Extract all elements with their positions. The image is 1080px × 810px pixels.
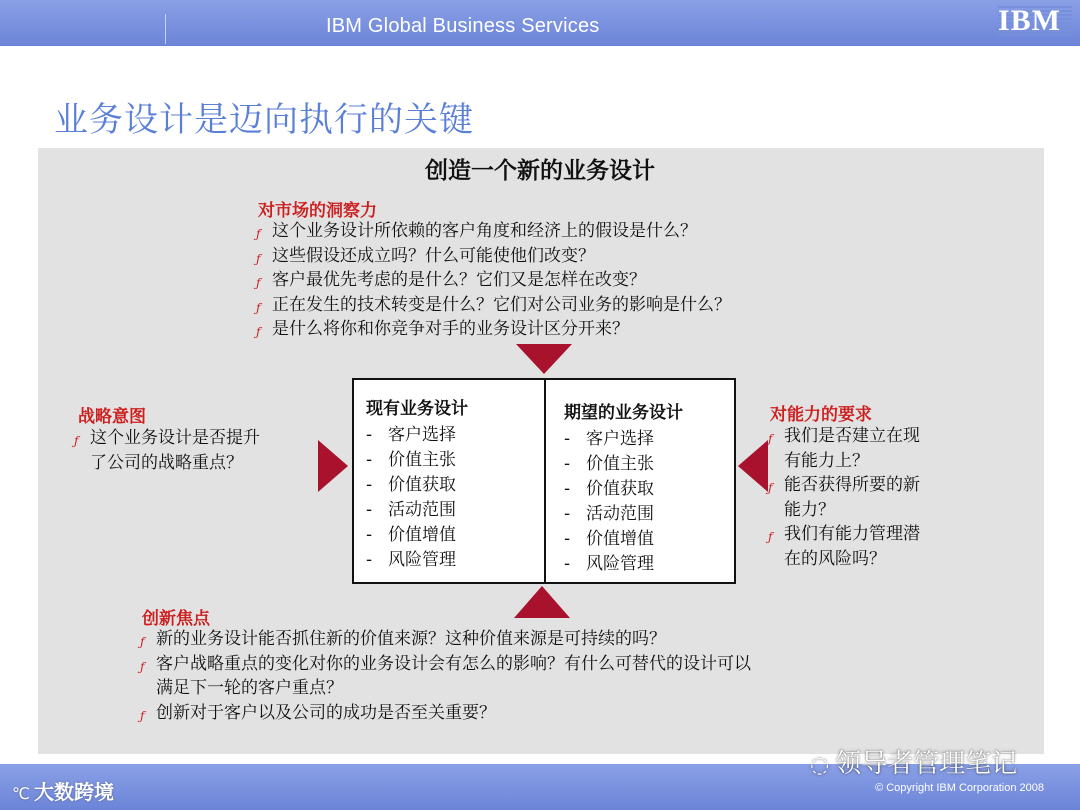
dash-marker: - (564, 554, 571, 574)
question-item (254, 293, 874, 318)
desired-design-items (564, 427, 683, 577)
strategic-intent-heading: 战略意图 (78, 407, 146, 427)
design-element-label: 价值主张 (586, 454, 654, 474)
watermark-logo-icon: ℃ (12, 784, 30, 803)
bullet-icon: ƒ (256, 276, 261, 290)
watermark-left (12, 776, 114, 805)
design-element-item (366, 473, 468, 498)
question-item (138, 652, 938, 701)
design-element-label: 客户选择 (586, 429, 654, 449)
bullet-icon: ƒ (140, 659, 145, 674)
arrow-right-triangle-icon (318, 440, 348, 492)
dash-marker: - (564, 529, 571, 549)
question-item (254, 268, 874, 293)
design-element-label: 价值主张 (388, 450, 456, 470)
innovation-heading: 创新焦点 (142, 609, 210, 629)
watermark-left-text: 大数跨境 (33, 780, 114, 804)
dash-marker: - (564, 479, 571, 499)
design-element-item (366, 448, 468, 473)
design-element-label: 活动范围 (586, 504, 654, 524)
question-text: 这个业务设计是否提升 (90, 428, 260, 448)
dash-marker: - (366, 475, 373, 495)
question-text: 我们是否建立在现 (784, 426, 920, 446)
bullet-icon: ƒ (74, 434, 79, 448)
design-element-item (564, 477, 683, 502)
bullet-icon: ƒ (768, 481, 773, 495)
design-element-item (564, 552, 683, 577)
arrow-down-triangle-icon (516, 344, 572, 374)
design-element-item (564, 427, 683, 452)
question-text: 我们有能力管理潜 (784, 524, 920, 544)
design-element-label: 价值获取 (388, 475, 456, 495)
design-element-item (564, 452, 683, 477)
desired-design-title: 期望的业务设计 (564, 403, 683, 423)
design-element-item (564, 502, 683, 527)
innovation-list (138, 627, 938, 725)
design-element-label: 价值获取 (586, 479, 654, 499)
arrow-left-triangle-icon (738, 440, 768, 492)
ibm-logo: IBM (998, 4, 1072, 38)
design-element-label: 风险管理 (388, 550, 456, 570)
dash-marker: - (366, 525, 373, 545)
bullet-icon: ƒ (256, 227, 261, 241)
copyright-text: © Copyright IBM Corporation 2008 (875, 782, 1044, 794)
current-design-column (366, 394, 468, 573)
current-design-items (366, 423, 468, 573)
design-element-label: 活动范围 (388, 500, 456, 520)
design-element-item (366, 548, 468, 573)
dash-marker: - (564, 429, 571, 449)
question-text: 能否获得所要的新 (784, 475, 920, 495)
bullet-icon: ƒ (140, 635, 145, 649)
capability-list (766, 424, 966, 571)
design-element-item (564, 527, 683, 552)
dash-marker: - (366, 450, 373, 470)
question-item (766, 473, 966, 522)
watermark-right (810, 743, 1017, 780)
header-bar (0, 0, 1080, 46)
dash-marker: - (366, 550, 373, 570)
market-insight-heading: 对市场的洞察力 (258, 201, 377, 221)
design-element-item (366, 498, 468, 523)
bullet-icon: ƒ (768, 432, 773, 446)
question-item (766, 522, 966, 571)
capability-heading: 对能力的要求 (770, 405, 872, 425)
design-element-label: 客户选择 (388, 425, 456, 445)
question-text: 是什么将你和你竞争对手的业务设计区分开来？ (272, 319, 629, 339)
dash-marker: - (366, 425, 373, 445)
header-divider (165, 14, 166, 44)
dash-marker: - (564, 504, 571, 524)
design-element-item (366, 523, 468, 548)
panel-title: 创造一个新的业务设计 (425, 158, 655, 184)
design-element-label: 风险管理 (586, 554, 654, 574)
current-design-title: 现有业务设计 (366, 399, 468, 419)
question-text: 正在发生的技术转变是什么？它们对公司业务的影响是什么？ (272, 294, 731, 315)
question-item (254, 244, 874, 269)
question-item (138, 701, 938, 726)
bullet-icon: ƒ (256, 300, 261, 315)
question-text: 能力？ (784, 499, 835, 520)
dash-marker: - (366, 500, 373, 520)
strategic-intent-list (72, 426, 312, 475)
question-item (254, 317, 874, 342)
question-text: 有能力上？ (784, 450, 869, 471)
design-element-item (366, 423, 468, 448)
question-text: 这些假设还成立吗？什么可能使他们改变？ (272, 245, 595, 266)
question-item (138, 627, 938, 652)
bullet-icon: ƒ (140, 708, 145, 723)
slide-title: 业务设计是迈向执行的关键 (54, 100, 474, 140)
question-item (766, 424, 966, 473)
bullet-icon: ƒ (256, 325, 261, 339)
question-item (254, 219, 874, 244)
question-text: 在的风险吗？ (784, 548, 886, 569)
question-item (72, 426, 312, 475)
desired-design-column (564, 398, 683, 577)
bullet-icon: ƒ (768, 530, 773, 544)
arrow-up-triangle-icon (514, 586, 570, 618)
business-design-box (352, 378, 736, 584)
bullet-icon: ƒ (256, 251, 261, 266)
design-element-label: 价值增值 (388, 525, 456, 545)
watermark-right-text: 领导者管理笔记 (835, 749, 1018, 779)
question-text: 了公司的战略重点？ (90, 452, 243, 473)
question-text: 创新对于客户以及公司的成功是否至关重要？ (156, 702, 496, 723)
dash-marker: - (564, 454, 571, 474)
header-brand: IBM Global Business Services (326, 15, 600, 37)
market-insight-list (254, 219, 874, 342)
question-text: 客户战略重点的变化对你的业务设计会有怎么的影响？有什么可替代的设计可以 (156, 653, 751, 674)
wechat-icon: ◌ (810, 753, 830, 778)
question-text: 新的业务设计能否抓住新的价值来源？这种价值来源是可持续的吗？ (156, 629, 666, 649)
question-text: 这个业务设计所依赖的客户角度和经济上的假设是什么？ (272, 221, 697, 241)
question-text: 满足下一轮的客户重点？ (156, 678, 343, 698)
question-text: 客户最优先考虑的是什么？它们又是怎样在改变？ (272, 270, 646, 290)
design-element-label: 价值增值 (586, 529, 654, 549)
box-divider (544, 380, 546, 582)
